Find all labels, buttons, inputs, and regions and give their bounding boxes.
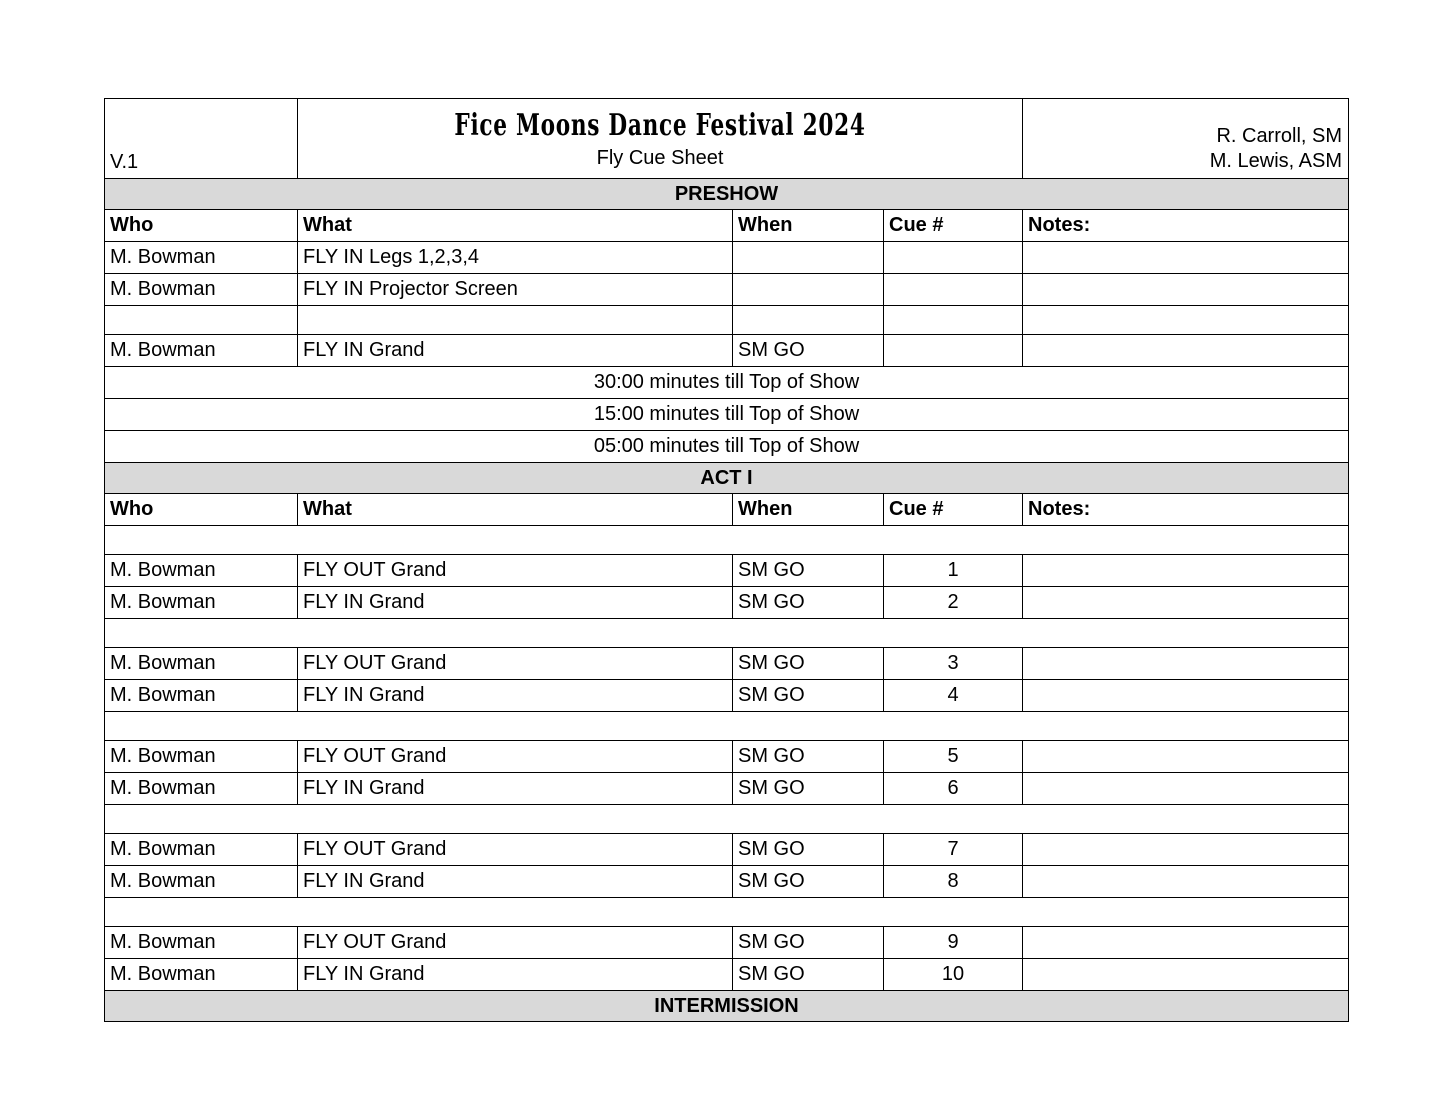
cue-notes	[1023, 306, 1349, 335]
cue-when	[733, 306, 884, 335]
cue-who: M. Bowman	[105, 274, 298, 306]
cue-when: SM GO	[733, 927, 884, 959]
cue-row	[105, 741, 1349, 773]
cue-number: 7	[884, 834, 1023, 866]
cue-when: SM GO	[733, 834, 884, 866]
col-when-header: When	[733, 210, 884, 242]
intermission-section-label: INTERMISSION	[105, 991, 1349, 1022]
cue-number: 10	[884, 959, 1023, 991]
cue-number: 8	[884, 866, 1023, 898]
cue-who: M. Bowman	[105, 834, 298, 866]
col-cue-header: Cue #	[884, 494, 1023, 526]
spacer-row	[105, 712, 1349, 741]
countdown-text: 15:00 minutes till Top of Show	[105, 399, 1349, 431]
cue-what: FLY IN Grand	[298, 680, 733, 712]
spacer-cell	[105, 712, 1349, 741]
cue-number: 5	[884, 741, 1023, 773]
cue-what: FLY OUT Grand	[298, 555, 733, 587]
cue-row	[105, 555, 1349, 587]
spacer-row	[105, 898, 1349, 927]
cue-who: M. Bowman	[105, 927, 298, 959]
cue-number	[884, 335, 1023, 367]
cue-notes	[1023, 335, 1349, 367]
col-when-header: When	[733, 494, 884, 526]
preshow-section	[105, 179, 1349, 210]
cue-notes	[1023, 680, 1349, 712]
crew-asm: M. Lewis, ASM	[1209, 150, 1343, 172]
cue-number: 6	[884, 773, 1023, 805]
cue-number	[884, 242, 1023, 274]
spacer-row	[105, 805, 1349, 834]
sheet-subtitle: Fly Cue Sheet	[596, 147, 724, 169]
cue-what: FLY OUT Grand	[298, 927, 733, 959]
cue-who: M. Bowman	[105, 680, 298, 712]
cue-row	[105, 959, 1349, 991]
col-cue-header: Cue #	[884, 210, 1023, 242]
cue-what	[298, 306, 733, 335]
cue-when: SM GO	[733, 773, 884, 805]
blank-row	[105, 306, 1349, 335]
cue-row	[105, 927, 1349, 959]
festival-title: Fice Moons Dance Festival 2024	[454, 108, 866, 143]
cue-what: FLY OUT Grand	[298, 834, 733, 866]
cue-who: M. Bowman	[105, 866, 298, 898]
cue-notes	[1023, 587, 1349, 619]
cue-notes	[1023, 773, 1349, 805]
cue-who: M. Bowman	[105, 335, 298, 367]
spacer-row	[105, 526, 1349, 555]
cue-notes	[1023, 866, 1349, 898]
col-notes-header: Notes:	[1023, 494, 1349, 526]
spacer-cell	[105, 619, 1349, 648]
cue-when: SM GO	[733, 866, 884, 898]
col-what-header: What	[298, 210, 733, 242]
cue-who: M. Bowman	[105, 555, 298, 587]
cue-who: M. Bowman	[105, 587, 298, 619]
cue-number: 4	[884, 680, 1023, 712]
cue-notes	[1023, 959, 1349, 991]
cue-what: FLY IN Grand	[298, 773, 733, 805]
cue-when: SM GO	[733, 741, 884, 773]
cue-who: M. Bowman	[105, 959, 298, 991]
cue-when: SM GO	[733, 648, 884, 680]
act1-section	[105, 463, 1349, 494]
cue-who: M. Bowman	[105, 741, 298, 773]
title-block	[298, 99, 1023, 179]
col-who-header: Who	[105, 210, 298, 242]
cue-notes	[1023, 648, 1349, 680]
countdown-text: 05:00 minutes till Top of Show	[105, 431, 1349, 463]
cue-notes	[1023, 274, 1349, 306]
cue-row	[105, 648, 1349, 680]
spacer-cell	[105, 805, 1349, 834]
cue-who: M. Bowman	[105, 773, 298, 805]
column-header-row	[105, 494, 1349, 526]
cue-when: SM GO	[733, 587, 884, 619]
countdown-text: 30:00 minutes till Top of Show	[105, 367, 1349, 399]
cue-number: 1	[884, 555, 1023, 587]
preshow-section-label: PRESHOW	[105, 179, 1349, 210]
cue-row	[105, 834, 1349, 866]
sheet-header	[105, 99, 1349, 179]
col-what-header: What	[298, 494, 733, 526]
countdown-row	[105, 399, 1349, 431]
cue-what: FLY IN Grand	[298, 335, 733, 367]
cue-row	[105, 587, 1349, 619]
cue-when: SM GO	[733, 680, 884, 712]
cue-who	[105, 306, 298, 335]
cue-notes	[1023, 834, 1349, 866]
spacer-cell	[105, 526, 1349, 555]
countdown-row	[105, 431, 1349, 463]
cue-row	[105, 773, 1349, 805]
cue-when	[733, 242, 884, 274]
cue-number: 3	[884, 648, 1023, 680]
cue-row	[105, 866, 1349, 898]
cue-who: M. Bowman	[105, 242, 298, 274]
cue-notes	[1023, 555, 1349, 587]
cue-what: FLY IN Grand	[298, 959, 733, 991]
cue-when: SM GO	[733, 555, 884, 587]
cue-table	[104, 98, 1349, 1022]
cue-number: 2	[884, 587, 1023, 619]
spacer-row	[105, 619, 1349, 648]
cue-row	[105, 274, 1349, 306]
cue-row	[105, 242, 1349, 274]
spacer-cell	[105, 898, 1349, 927]
crew-sm: R. Carroll, SM	[1216, 125, 1343, 147]
cue-number: 9	[884, 927, 1023, 959]
cue-notes	[1023, 927, 1349, 959]
column-header-row	[105, 210, 1349, 242]
cue-what: FLY IN Legs 1,2,3,4	[298, 242, 733, 274]
cue-number	[884, 274, 1023, 306]
cue-who: M. Bowman	[105, 648, 298, 680]
crew-block	[1023, 99, 1349, 179]
col-who-header: Who	[105, 494, 298, 526]
countdown-row	[105, 367, 1349, 399]
cue-what: FLY IN Projector Screen	[298, 274, 733, 306]
cue-notes	[1023, 741, 1349, 773]
cue-what: FLY IN Grand	[298, 866, 733, 898]
cue-row	[105, 680, 1349, 712]
fly-cue-sheet	[104, 98, 1348, 1022]
cue-when: SM GO	[733, 335, 884, 367]
cue-number	[884, 306, 1023, 335]
cue-when	[733, 274, 884, 306]
cue-what: FLY IN Grand	[298, 587, 733, 619]
cue-when: SM GO	[733, 959, 884, 991]
cue-row	[105, 335, 1349, 367]
cue-what: FLY OUT Grand	[298, 648, 733, 680]
intermission-section	[105, 991, 1349, 1022]
cue-notes	[1023, 242, 1349, 274]
cue-what: FLY OUT Grand	[298, 741, 733, 773]
col-notes-header: Notes:	[1023, 210, 1349, 242]
act1-section-label: ACT I	[105, 463, 1349, 494]
version-label: V.1	[105, 99, 298, 179]
